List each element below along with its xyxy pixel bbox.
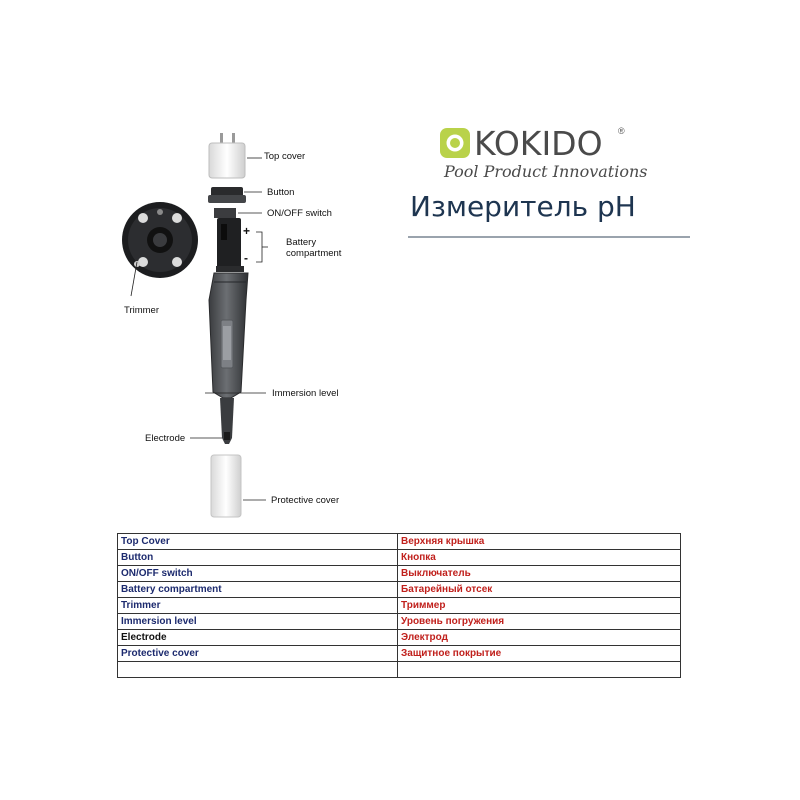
russian-term: Выключатель — [398, 566, 681, 582]
english-term: Electrode — [118, 630, 398, 646]
russian-term: Верхняя крышка — [398, 534, 681, 550]
russian-term: Батарейный отсек — [398, 582, 681, 598]
english-term: Immersion level — [118, 614, 398, 630]
table-row — [118, 566, 681, 582]
english-term: Top Cover — [118, 534, 398, 550]
title-divider — [408, 236, 690, 238]
meter-body — [209, 273, 248, 398]
russian-term: Уровень погружения — [398, 614, 681, 630]
immersion-level-label: Immersion level — [272, 388, 339, 399]
table-row — [118, 550, 681, 566]
battery-compartment-part — [214, 208, 244, 272]
battery-label-line2: compartment — [286, 248, 342, 259]
russian-term: Кнопка — [398, 550, 681, 566]
button-label: Button — [267, 187, 295, 198]
onoff-switch-label: ON/OFF switch — [267, 208, 332, 219]
electrode-part — [220, 398, 234, 444]
russian-term: Триммер — [398, 598, 681, 614]
battery-plus-sign: + — [243, 224, 251, 238]
english-term: Protective cover — [118, 646, 398, 662]
top-cover-label: Top cover — [264, 151, 306, 162]
protective-cover-part — [211, 455, 241, 517]
table-row-empty — [118, 662, 681, 678]
page-title: Измеритель pH — [410, 190, 636, 223]
battery-label-line1: Battery — [286, 237, 317, 248]
russian-term — [398, 662, 681, 678]
table-row — [118, 646, 681, 662]
brand-tagline: Pool Product Innovations — [444, 162, 648, 181]
logo-circle-icon — [440, 128, 470, 158]
table-row — [118, 598, 681, 614]
english-term — [118, 662, 398, 678]
table-row — [118, 534, 681, 550]
english-term: Trimmer — [118, 598, 398, 614]
electrode-label: Electrode — [145, 433, 186, 444]
russian-term: Электрод — [398, 630, 681, 646]
english-term: ON/OFF switch — [118, 566, 398, 582]
russian-term: Защитное покрытие — [398, 646, 681, 662]
english-term: Battery compartment — [118, 582, 398, 598]
protective-cover-label: Protective cover — [271, 495, 340, 506]
table-row — [118, 630, 681, 646]
table-row — [118, 582, 681, 598]
english-term: Button — [118, 550, 398, 566]
glossary-table — [117, 533, 681, 678]
registered-mark: ® — [618, 126, 625, 136]
trimmer-closeup — [122, 202, 198, 278]
battery-minus-sign: - — [244, 251, 248, 265]
button-part — [208, 187, 246, 203]
table-row — [118, 614, 681, 630]
trimmer-label: Trimmer — [124, 305, 159, 316]
logo-wordmark: KOKIDO — [474, 124, 603, 163]
top-cover-part — [209, 133, 245, 178]
